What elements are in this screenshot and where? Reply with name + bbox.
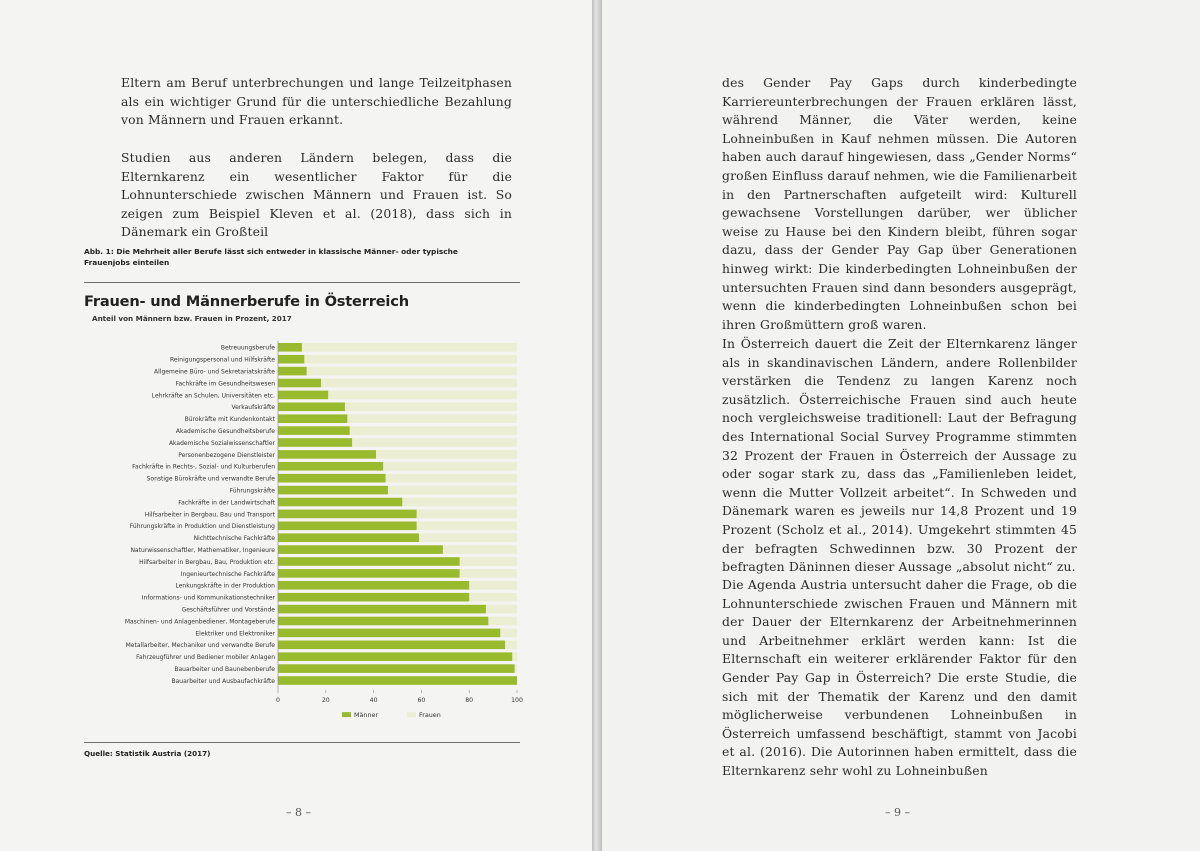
bar-maenner [278, 605, 486, 614]
bar-maenner [278, 391, 328, 400]
category-label: Bauarbeiter und Ausbaufachkräfte [171, 677, 275, 685]
category-label: Akademische Gesundheitsberufe [175, 428, 275, 435]
source-divider [84, 742, 520, 743]
bar-frauen [443, 545, 517, 554]
category-label: Bauarbeiter und Baunebenberufe [174, 666, 275, 673]
page-number-left: – 8 – [286, 806, 311, 819]
category-label: Naturwissenschaftler, Mathematiker, Ingenieure [130, 547, 275, 554]
category-label: Lehrkräfte an Schulen, Universitäten etc. [151, 392, 275, 400]
chart-subtitle: Anteil von Männern bzw. Frauen in Prozent, 2017 [92, 314, 292, 323]
x-tick-label: 80 [465, 697, 474, 705]
legend-label-maenner: Männer [354, 711, 379, 720]
bar-maenner [278, 617, 488, 626]
bar-frauen [460, 569, 517, 578]
category-label: Fachkräfte im Gesundheitswesen [175, 380, 275, 388]
category-label: Fahrzeugführer und Bediener mobiler Anlagen [136, 654, 275, 662]
bar-maenner [278, 403, 345, 412]
bar-frauen [505, 641, 517, 650]
bar-frauen [515, 664, 517, 673]
category-label: Lenkungskräfte in der Produktion [175, 582, 275, 590]
bar-maenner [278, 641, 505, 650]
bar-maenner [278, 557, 460, 566]
bar-frauen [304, 355, 517, 364]
bar-frauen [350, 426, 517, 435]
category-label: Geschäftsführer und Vorstände [181, 606, 275, 614]
category-label: Reinigungspersonal und Hilfskräfte [170, 356, 275, 364]
x-tick-label: 20 [321, 697, 330, 705]
x-tick-label: 60 [417, 697, 426, 705]
bar-maenner [278, 664, 515, 673]
bar-frauen [402, 498, 517, 507]
bar-maenner [278, 426, 350, 435]
left-paragraph-2: Studien aus anderen Ländern belegen, dass die Elternkarenz ein wesentlicher Faktor für die Lohnunterschiede zwischen Männern und Frauen ist. So zeigen zum Beispiel Kleven et al. (2018), dass sich in Dänemark ein Großteil [121, 150, 512, 240]
bar-maenner [278, 498, 402, 507]
bar-maenner [278, 533, 419, 542]
category-label: Betreuungsberufe [220, 344, 275, 352]
right-paragraph-1: des Gender Pay Gaps durch kinderbedingte Karriereunterbrechungen der Frauen erklären lässt, während Männer, die Väter werden, keine Lohneinbußen in Kauf nehmen müssen. Die Autoren haben auch darauf hingewiesen, dass „Gender Norms“ großen Einfluss darauf nehmen, wie die Familienarbeit in den Partnerschaften aufgeteilt wird: Kulturell gewachsene Vorstellungen darüber, wer üblicher weise zu Hause bei den Kindern bleibt, führen sogar dazu, dass der Gender Pay Gap über Generationen hinweg wirkt: Die kinderbedingten Lohneinbußen der untersuchten Frauen sind dann besonders ausgeprägt, wenn die kinderbedingten Lohneinbußen schon bei ihren Großmüttern groß waren. [722, 75, 1077, 332]
bar-maenner [278, 522, 417, 531]
category-label: Elektriker und Elektroniker [195, 630, 275, 638]
bar-maenner [278, 581, 469, 590]
bar-frauen [417, 522, 517, 531]
category-label: Sonstige Bürokräfte und verwandte Berufe [146, 475, 275, 483]
chart-title: Frauen- und Männerberufe in Österreich [84, 293, 409, 310]
category-label: Metallarbeiter, Mechaniker und verwandte Berufe [125, 642, 275, 650]
bar-chart [84, 330, 523, 740]
x-tick-label: 40 [369, 697, 378, 705]
bar-frauen [302, 343, 517, 352]
category-label: Allgemeine Büro- und Sekretariatskräfte [154, 368, 275, 376]
bar-frauen [386, 474, 517, 483]
bar-frauen [376, 450, 517, 459]
category-label: Führungskräfte in Produktion und Dienstleistung [129, 523, 275, 531]
bar-maenner [278, 510, 417, 519]
category-label: Hilfsarbeiter in Bergbau, Bau, Produktion etc. [139, 558, 275, 566]
category-label: Maschinen- und Anlagenbediener, Montageberufe [124, 618, 275, 626]
book-gutter [592, 0, 602, 851]
bar-frauen [321, 379, 517, 388]
bar-frauen [512, 652, 517, 661]
bar-frauen [460, 557, 517, 566]
category-label: Hilfsarbeiter in Bergbau, Bau und Transport [144, 511, 275, 519]
x-tick-label: 0 [276, 697, 280, 705]
category-label: Akademische Sozialwissenschaftler [168, 439, 275, 447]
bar-maenner [278, 629, 500, 638]
bar-frauen [419, 533, 517, 542]
x-tick-label: 100 [511, 697, 523, 705]
bar-maenner [278, 652, 512, 661]
category-label: Führungskräfte [229, 487, 275, 495]
bar-maenner [278, 379, 321, 388]
bar-maenner [278, 676, 517, 685]
legend-swatch-frauen [407, 712, 416, 717]
right-page [602, 0, 1200, 851]
bar-maenner [278, 367, 307, 376]
bar-frauen [347, 414, 517, 423]
category-label: Bürokräfte mit Kundenkontakt [184, 416, 275, 424]
bar-frauen [383, 462, 517, 471]
left-paragraph-1: Eltern am Beruf unterbrechungen und lange Teilzeitphasen als ein wichtiger Grund für die unterschiedliche Bezahlung von Männern und Frauen erkannt. [121, 75, 512, 128]
bar-frauen [469, 581, 517, 590]
bar-maenner [278, 450, 376, 459]
legend-swatch-maenner [342, 712, 351, 717]
bar-frauen [388, 486, 517, 495]
source-note: Quelle: Statistik Austria (2017) [84, 749, 211, 758]
bar-frauen [488, 617, 517, 626]
bar-maenner [278, 569, 460, 578]
bar-maenner [278, 462, 383, 471]
bar-frauen [345, 403, 517, 412]
legend-label-frauen: Frauen [419, 711, 441, 720]
figure-caption: Abb. 1: Die Mehrheit aller Berufe lässt sich entweder in klassische Männer- oder typische Frauenjobs einteilen [84, 247, 458, 267]
bar-maenner [278, 438, 352, 447]
bar-frauen [417, 510, 517, 519]
bar-maenner [278, 474, 386, 483]
category-label: Ingenieurtechnische Fachkräfte [180, 570, 275, 578]
bar-maenner [278, 414, 347, 423]
bar-maenner [278, 486, 388, 495]
bar-maenner [278, 343, 302, 352]
caption-divider [84, 282, 520, 283]
bar-frauen [486, 605, 517, 614]
category-label: Personenbezogene Dienstleister [178, 451, 275, 459]
left-page [0, 0, 592, 851]
bar-maenner [278, 355, 304, 364]
bar-frauen [307, 367, 517, 376]
category-label: Informations- und Kommunikationstechniker [141, 594, 275, 602]
bar-frauen [328, 391, 517, 400]
bar-frauen [352, 438, 517, 447]
bar-maenner [278, 545, 443, 554]
bar-frauen [500, 629, 517, 638]
right-paragraph-2: In Österreich dauert die Zeit der Elternkarenz länger als in skandinavischen Ländern, andere Rollenbilder verstärken die Tendenz zu langen Karenz noch zusätzlich. Österreichische Frauen sind auch heute noch vergleichsweise traditionell: Laut der Befragung des International Social Survey Programme stimmten 32 Prozent der Frauen in Österreich der Aussage zu oder sogar stark zu, dass das „Familienleben leidet, wenn die Mutter Vollzeit arbeitet“. In Schweden und Dänemark waren es jeweils nur 14,8 Prozent und 19 Prozent (Scholz et al., 2014). Umgekehrt stimmten 45 der befragten Schwedinnen bzw. 30 Prozent der befragten Däninnen dieser Aussage „absolut nicht“ zu. [722, 336, 1077, 575]
page-number-right: – 9 – [885, 806, 910, 819]
category-label: Nichttechnische Fachkräfte [193, 535, 275, 543]
bar-maenner [278, 593, 469, 602]
bar-frauen [469, 593, 517, 602]
right-paragraph-3: Die Agenda Austria untersucht daher die Frage, ob die Lohnunterschiede zwischen Frauen und Männern mit der Dauer der Elternkarenz der Arbeitnehmerinnen und Arbeitnehmer erklärt werden kann: Ist die Elternschaft ein weiterer erklärender Faktor für den Gender Pay Gap in Österreich? Die erste Studie, die sich mit der Thematik der Karenz und den damit möglicherweise verbundenen Lohneinbußen in Österreich umfassend beschäftigt, stammt von Jacobi et al. (2016). Die Autorinnen haben ermittelt, dass die Elternkarenz sehr wohl zu Lohneinbußen [722, 577, 1077, 778]
category-label: Fachkräfte in Rechts-, Sozial- und Kulturberufen [132, 463, 275, 471]
category-label: Fachkräfte in der Landwirtschaft [178, 499, 275, 507]
category-label: Verkaufskräfte [231, 404, 275, 412]
